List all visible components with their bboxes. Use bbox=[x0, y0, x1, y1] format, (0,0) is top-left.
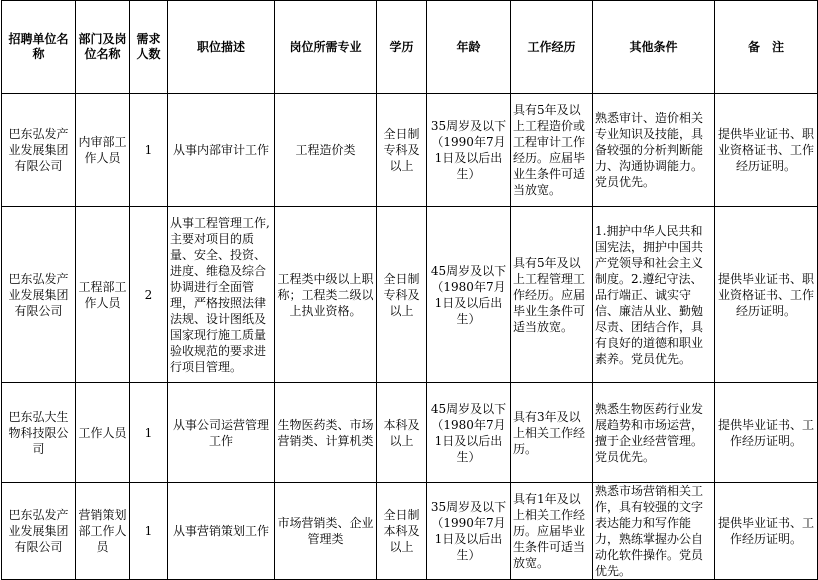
cell-major: 生物医药类、市场营销类、计算机类 bbox=[275, 383, 377, 483]
header-major: 岗位所需专业 bbox=[275, 1, 377, 94]
cell-desc: 从事内部审计工作 bbox=[168, 94, 275, 207]
cell-major: 市场营销类、企业管理类 bbox=[275, 483, 377, 580]
cell-remark: 提供毕业证书、工作经历证明。 bbox=[715, 383, 818, 483]
cell-count: 1 bbox=[130, 483, 168, 580]
header-edu: 学历 bbox=[377, 1, 427, 94]
cell-unit: 巴东弘大生物科技限公司 bbox=[2, 383, 76, 483]
table-row bbox=[2, 483, 818, 580]
header-remark: 备 注 bbox=[715, 1, 818, 94]
cell-dept: 工作人员 bbox=[76, 383, 130, 483]
cell-other: 1.拥护中华人民共和国宪法，拥护中国共产党领导和社会主义制度。2.遵纪守法、品行端正、诚实守信、廉洁从业、勤勉尽责、团结合作，具有良好的道德和职业素养。党员优先。 bbox=[593, 207, 715, 383]
cell-unit: 巴东弘发产业发展集团有限公司 bbox=[2, 207, 76, 383]
cell-unit: 巴东弘发产业发展集团有限公司 bbox=[2, 483, 76, 580]
header-exp: 工作经历 bbox=[511, 1, 593, 94]
header-age: 年龄 bbox=[427, 1, 511, 94]
cell-count: 2 bbox=[130, 207, 168, 383]
header-unit: 招聘单位名称 bbox=[2, 1, 76, 94]
header-row bbox=[2, 1, 818, 94]
cell-age: 45周岁及以下（1980年7月1日及以后出生） bbox=[427, 383, 511, 483]
cell-dept: 工程部工作人员 bbox=[76, 207, 130, 383]
cell-age: 45周岁及以下（1980年7月1日及以后出生） bbox=[427, 207, 511, 383]
cell-remark: 提供毕业证书、职业资格证书、工作经历证明。 bbox=[715, 207, 818, 383]
cell-edu: 全日制专科及以上 bbox=[377, 207, 427, 383]
cell-other: 熟悉生物医药行业发展趋势和市场运营，擅于企业经营管理。党员优先。 bbox=[593, 383, 715, 483]
cell-desc: 从事营销策划工作 bbox=[168, 483, 275, 580]
header-desc: 职位描述 bbox=[168, 1, 275, 94]
cell-exp: 具有3年及以上相关工作经历。 bbox=[511, 383, 593, 483]
cell-age: 35周岁及以下（1990年7月1日及以后出生） bbox=[427, 483, 511, 580]
table-row bbox=[2, 383, 818, 483]
cell-desc: 从事工程管理工作,主要对项目的质量、安全、投资、进度、维稳及综合协调进行全面管理，严格按照法律法规、设计图纸及国家现行施工质量验收规范的要求进行项目管理。 bbox=[168, 207, 275, 383]
cell-unit: 巴东弘发产业发展集团有限公司 bbox=[2, 94, 76, 207]
header-other: 其他条件 bbox=[593, 1, 715, 94]
cell-exp: 具有1年及以上相关工作经历。应届毕业生条件可适当放宽。 bbox=[511, 483, 593, 580]
header-count: 需求人数 bbox=[130, 1, 168, 94]
cell-exp: 具有5年及以上工程造价或工程审计工作经历。应届毕业生条件可适当放宽。 bbox=[511, 94, 593, 207]
cell-edu: 全日制专科及以上 bbox=[377, 94, 427, 207]
cell-count: 1 bbox=[130, 94, 168, 207]
cell-edu: 本科及以上 bbox=[377, 383, 427, 483]
cell-other: 熟悉审计、造价相关专业知识及技能，具备较强的分析判断能力、沟通协调能力。党员优先。 bbox=[593, 94, 715, 207]
recruitment-table bbox=[1, 0, 818, 580]
cell-major: 工程造价类 bbox=[275, 94, 377, 207]
cell-remark: 提供毕业证书、职业资格证书、工作经历证明。 bbox=[715, 94, 818, 207]
cell-count: 1 bbox=[130, 383, 168, 483]
cell-other: 熟悉市场营销相关工作，具有较强的文字表达能力和写作能力，熟练掌握办公自动化软件操作。党员优先。 bbox=[593, 483, 715, 580]
cell-dept: 内审部工作人员 bbox=[76, 94, 130, 207]
cell-age: 35周岁及以下（1990年7月1日及以后出生） bbox=[427, 94, 511, 207]
cell-edu: 全日制本科及以上 bbox=[377, 483, 427, 580]
cell-desc: 从事公司运营管理工作 bbox=[168, 383, 275, 483]
cell-exp: 具有5年及以上工程管理工作经历。应届毕业生条件可适当放宽。 bbox=[511, 207, 593, 383]
cell-remark: 提供毕业证书、工作经历证明。 bbox=[715, 483, 818, 580]
cell-dept: 营销策划部工作人员 bbox=[76, 483, 130, 580]
table-row bbox=[2, 207, 818, 383]
cell-major: 工程类中级以上职称；工程类二级以上执业资格。 bbox=[275, 207, 377, 383]
header-dept: 部门及岗位名称 bbox=[76, 1, 130, 94]
table-row bbox=[2, 94, 818, 207]
